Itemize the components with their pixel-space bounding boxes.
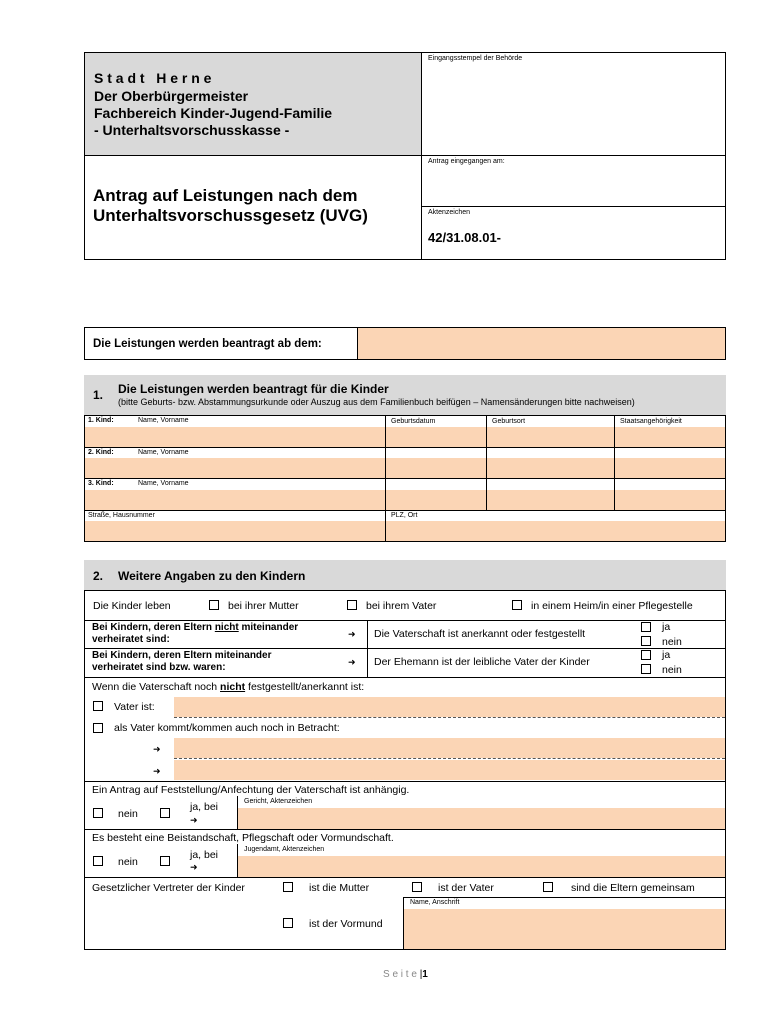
live-home-label: in einem Heim/in einer Pflegestelle: [531, 600, 693, 612]
unmarried-not: nicht: [214, 622, 239, 633]
paternity-no-label: nein: [662, 636, 682, 648]
street-label: Straße, Hausnummer: [88, 512, 155, 519]
department-name: Fachbereich Kinder-Jugend-Familie: [94, 105, 333, 121]
page-word: S e i t e: [383, 969, 417, 980]
file-number: 42/31.08.01-: [428, 230, 502, 245]
rep-parents-label: sind die Eltern gemeinsam: [571, 882, 695, 894]
section2-number: 2.: [93, 569, 104, 583]
proceeding-no-checkbox[interactable]: [93, 808, 103, 818]
kid3-name-input[interactable]: [85, 490, 385, 510]
married-line1: Bei Kindern, deren Eltern miteinander: [92, 650, 272, 661]
arrow-icon: ➜: [190, 815, 198, 825]
paternity-text: Die Vaterschaft ist anerkannt oder festgestellt: [374, 628, 586, 640]
kid1-nationality-input[interactable]: [615, 427, 725, 447]
unmarried-text: [92, 622, 298, 646]
start-date-input[interactable]: [357, 328, 725, 359]
kid3-name-label: Name, Vorname: [138, 480, 189, 487]
possible-father-2-input[interactable]: [174, 760, 725, 780]
live-home-checkbox[interactable]: [512, 600, 522, 610]
guardian-address-input[interactable]: [404, 909, 725, 949]
form-title-2: Unterhaltsvorschussgesetz (UVG): [93, 206, 368, 225]
kid1-label: 1. Kind:: [88, 417, 114, 424]
kid1-birthplace-input[interactable]: [487, 427, 614, 447]
kid1-birthdate-input[interactable]: [386, 427, 486, 447]
arrow-icon: ➜: [348, 657, 356, 667]
kid2-label: 2. Kind:: [88, 449, 114, 456]
proceeding-text: Ein Antrag auf Feststellung/Anfechtung der Vaterschaft ist anhängig.: [92, 784, 410, 796]
proceeding-yes-label: ja, bei: [190, 801, 219, 813]
page-number: [383, 969, 428, 980]
section1-subtitle: (bitte Geburts- bzw. Abstammungsurkunde oder Auszug aus dem Familienbuch beifügen – Namensänderungen bitte nachweisen): [118, 397, 635, 407]
not-established-part2: festgestellt/anerkannt ist:: [245, 681, 365, 693]
not-established-part1: Wenn die Vaterschaft noch: [92, 681, 221, 693]
city-label: PLZ, Ort: [391, 512, 418, 519]
kid3-label: 3. Kind:: [88, 480, 114, 487]
file-label: Aktenzeichen: [428, 209, 471, 216]
nationality-label: Staatsangehörigkeit: [620, 418, 682, 425]
live-father-checkbox[interactable]: [347, 600, 357, 610]
form-title-1: Antrag auf Leistungen nach dem: [93, 186, 358, 205]
custody-yes-checkbox[interactable]: [160, 856, 170, 866]
unmarried-line2: verheiratet sind:: [92, 634, 170, 645]
stamp-label: Eingangsstempel der Behörde: [428, 55, 523, 62]
custody-text: Es besteht eine Beistandschaft, Pflegschaft oder Vormundschaft.: [92, 832, 394, 844]
paternity-yes-checkbox[interactable]: [641, 622, 651, 632]
section2-title: Weitere Angaben zu den Kindern: [118, 569, 306, 583]
kid3-nationality-input[interactable]: [615, 490, 725, 510]
live-label: Die Kinder leben: [93, 600, 171, 612]
arrow-icon: ➜: [153, 766, 161, 776]
youth-office-input[interactable]: [238, 856, 725, 877]
possible-fathers-label: als Vater kommt/kommen auch noch in Betracht:: [114, 722, 340, 734]
father-is-input[interactable]: [174, 697, 725, 717]
kid3-birthplace-input[interactable]: [487, 490, 614, 510]
section1-number: 1.: [93, 388, 104, 402]
father-is-label: Vater ist:: [114, 701, 155, 713]
unmarried-part2: miteinander: [238, 622, 299, 633]
arrow-icon: ➜: [153, 744, 161, 754]
live-father-label: bei ihrem Vater: [366, 600, 437, 612]
court-input[interactable]: [238, 808, 725, 829]
paternity-yes-label: ja: [662, 621, 671, 633]
proceeding-no-label: nein: [118, 808, 138, 820]
custody-no-label: nein: [118, 856, 138, 868]
father-is-checkbox[interactable]: [93, 701, 103, 711]
address-label: Name, Anschrift: [410, 899, 460, 906]
custody-no-checkbox[interactable]: [93, 856, 103, 866]
not-established-text: [92, 681, 364, 693]
page-num: 1: [422, 969, 428, 980]
office-name: - Unterhaltsvorschusskasse -: [94, 122, 290, 138]
proceeding-yes-checkbox[interactable]: [160, 808, 170, 818]
rep-guardian-checkbox[interactable]: [283, 918, 293, 928]
rep-mother-label: ist die Mutter: [309, 882, 370, 894]
husband-no-checkbox[interactable]: [641, 664, 651, 674]
kid3-birthdate-input[interactable]: [386, 490, 486, 510]
not-established-not: nicht: [220, 681, 246, 693]
live-mother-label: bei ihrer Mutter: [228, 600, 299, 612]
kid2-nationality-input[interactable]: [615, 458, 725, 478]
mayor-title: Der Oberbürgermeister: [94, 88, 249, 104]
rep-label: Gesetzlicher Vertreter der Kinder: [92, 882, 245, 894]
custody-yes-label: ja, bei: [190, 849, 219, 861]
rep-father-label: ist der Vater: [438, 882, 494, 894]
husband-yes-checkbox[interactable]: [641, 650, 651, 660]
possible-father-1-input[interactable]: [174, 738, 725, 758]
street-input[interactable]: [85, 521, 385, 541]
married-line2: verheiratet sind bzw. waren:: [92, 662, 226, 673]
kid2-birthplace-input[interactable]: [487, 458, 614, 478]
unmarried-part1: Bei Kindern, deren Eltern: [92, 622, 215, 633]
authority-box: [85, 53, 421, 155]
rep-parents-checkbox[interactable]: [543, 882, 553, 892]
husband-yes-label: ja: [662, 649, 671, 661]
arrow-icon: ➜: [348, 629, 356, 639]
kid1-name-input[interactable]: [85, 427, 385, 447]
received-label: Antrag eingegangen am:: [428, 158, 505, 165]
city-name: S t a d t H e r n e: [94, 70, 212, 86]
start-date-label: Die Leistungen werden beantragt ab dem:: [93, 338, 322, 350]
court-label: Gericht, Aktenzeichen: [244, 798, 313, 805]
husband-text: Der Ehemann ist der leibliche Vater der Kinder: [374, 656, 590, 668]
birthplace-label: Geburtsort: [492, 418, 526, 425]
arrow-icon: ➜: [190, 862, 198, 872]
husband-no-label: nein: [662, 664, 682, 676]
birthdate-label: Geburtsdatum: [391, 418, 436, 425]
live-mother-checkbox[interactable]: [209, 600, 219, 610]
page-separator: |: [419, 969, 423, 980]
rep-guardian-label: ist der Vormund: [309, 918, 383, 930]
kid1-name-label: Name, Vorname: [138, 417, 189, 424]
kid2-name-label: Name, Vorname: [138, 449, 189, 456]
married-text: [92, 650, 271, 674]
paternity-no-checkbox[interactable]: [641, 636, 651, 646]
youth-office-label: Jugendamt, Aktenzeichen: [244, 846, 325, 853]
rep-mother-checkbox[interactable]: [283, 882, 293, 892]
city-input[interactable]: [386, 521, 725, 541]
rep-father-checkbox[interactable]: [412, 882, 422, 892]
kid2-birthdate-input[interactable]: [386, 458, 486, 478]
possible-fathers-checkbox[interactable]: [93, 723, 103, 733]
section1-title: Die Leistungen werden beantragt für die Kinder: [118, 382, 389, 396]
kid2-name-input[interactable]: [85, 458, 385, 478]
